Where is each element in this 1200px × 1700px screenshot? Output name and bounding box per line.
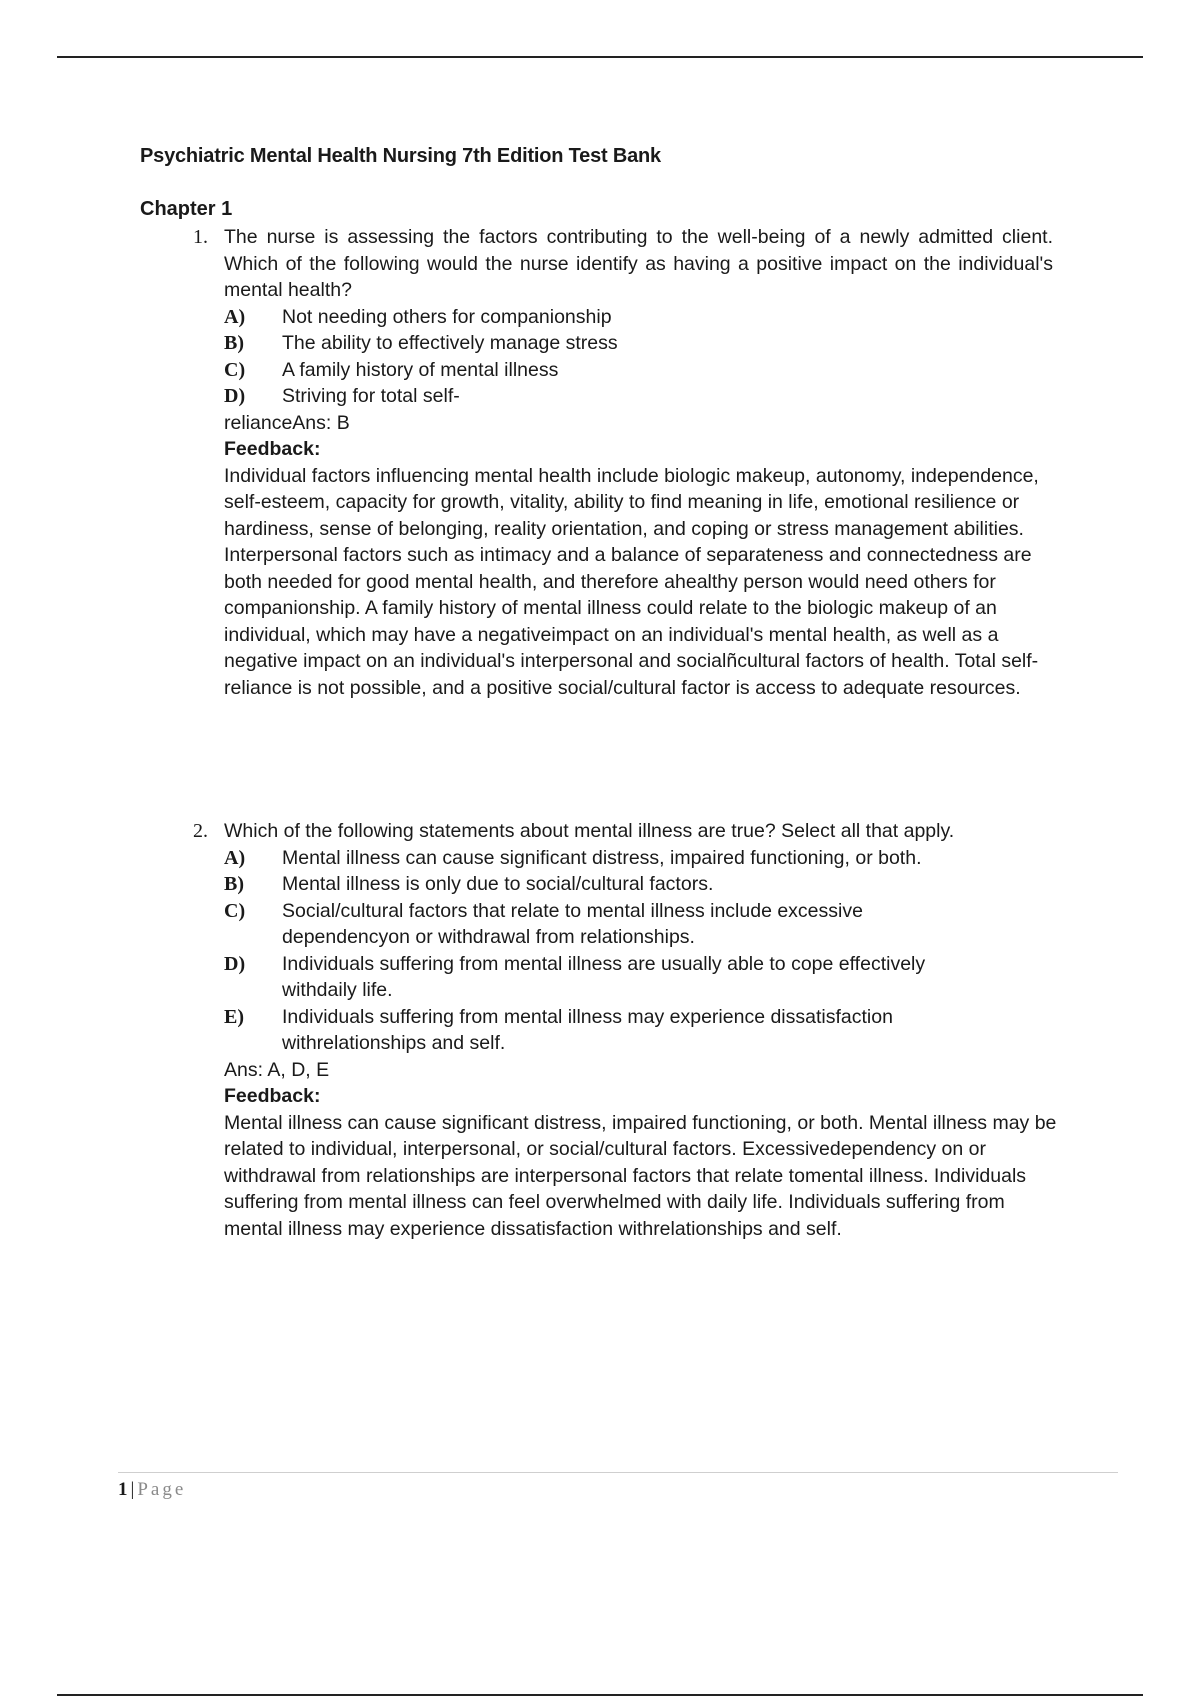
option-letter: E) [224, 1005, 244, 1028]
feedback-label: Feedback: [224, 438, 321, 460]
chapter-heading: Chapter 1 [140, 198, 233, 220]
option-b [224, 871, 1053, 898]
footer-rule [118, 1472, 1118, 1473]
option-c [224, 357, 1053, 384]
option-letter: A) [224, 846, 246, 869]
bottom-rule [57, 1694, 1143, 1696]
question-1 [193, 224, 1053, 701]
page-footer [118, 1479, 186, 1501]
option-b [224, 330, 1053, 357]
question-stem-row [193, 818, 1053, 845]
question-number: 2. [193, 820, 208, 842]
top-rule [57, 56, 1143, 58]
option-letter: A) [224, 305, 246, 328]
option-text: Striving for total self- [282, 385, 460, 407]
option-a [224, 304, 1053, 331]
question-number: 1. [193, 226, 208, 248]
option-text: Not needing others for companionship [282, 305, 612, 328]
feedback-label: Feedback: [224, 1085, 321, 1107]
feedback-text: Individual factors influencing mental health include biologic makeup, autonomy, independence, self-esteem, capacity for growth, vitality, ability to find meaning in life, emotional resilience or hardiness, sense of belonging, reality orientation, and coping or stress management abilities. Interpersonal factors such as intimacy and a balance of separateness and connectedness are both needed for good mental health, and therefore ahealthy person would need others for companionship. A family history of mental illness could relate to the biologic makeup of an individual, which may have a negativeimpact on an individual's mental health, as well as a negative impact on an individual's interpersonal and socialñcultural factors of health. Total self-reliance is not possible, and a positive social/cultural factor is access to adequate resources. [224, 464, 1039, 699]
answer-key: Ans: A, D, E [224, 1058, 330, 1081]
option-a [224, 845, 1053, 872]
option-d [224, 951, 1053, 1004]
option-c [224, 898, 1053, 951]
footer-separator: | [130, 1479, 135, 1500]
feedback-text: Mental illness can cause significant distress, impaired functioning, or both. Mental illness may be related to individual, interpersonal, or social/cultural factors. Excessivedependency on or withdrawal from relationships are interpersonal factors that relate tomental illness. Individuals suffering from mental illness can feel overwhelmed with daily life. Individuals suffering from mental illness may experience dissatisfaction withrelationships and self. [224, 1111, 1057, 1240]
question-2 [193, 818, 1057, 1242]
page-number: 1 [118, 1479, 128, 1500]
option-text: Individuals suffering from mental illness are usually able to cope effectively withdaily life. [282, 952, 926, 1001]
option-text: A family history of mental illness [282, 358, 559, 381]
option-letter: D) [224, 385, 246, 407]
option-text: Mental illness is only due to social/cultural factors. [282, 873, 714, 895]
question-stem: The nurse is assessing the factors contributing to the well-being of a newly admitted client. Which of the following would the nurse identify as having a positive impact on the individual's mental health? [224, 226, 1053, 301]
option-text: Individuals suffering from mental illness may experience dissatisfaction withrelationships and self. [282, 1005, 893, 1054]
option-letter: C) [224, 358, 246, 381]
option-text: Social/cultural factors that relate to mental illness include excessive dependencyon or withdrawal from relationships. [282, 899, 863, 948]
document-title: Psychiatric Mental Health Nursing 7th Edition Test Bank [140, 145, 661, 167]
option-letter: B) [224, 873, 244, 895]
option-letter: C) [224, 899, 246, 922]
option-d [224, 383, 1053, 410]
answer-options [224, 304, 1053, 410]
option-letter: D) [224, 952, 246, 975]
page-label: Page [137, 1479, 187, 1500]
question-stem: Which of the following statements about mental illness are true? Select all that apply. [224, 820, 955, 842]
option-letter: B) [224, 332, 244, 354]
option-e [224, 1004, 1053, 1057]
question-stem-row [193, 224, 1053, 304]
answer-key: relianceAns: B [224, 411, 350, 434]
answer-options [224, 845, 1053, 1057]
option-text: The ability to effectively manage stress [282, 332, 618, 354]
option-text: Mental illness can cause significant distress, impaired functioning, or both. [282, 846, 922, 869]
